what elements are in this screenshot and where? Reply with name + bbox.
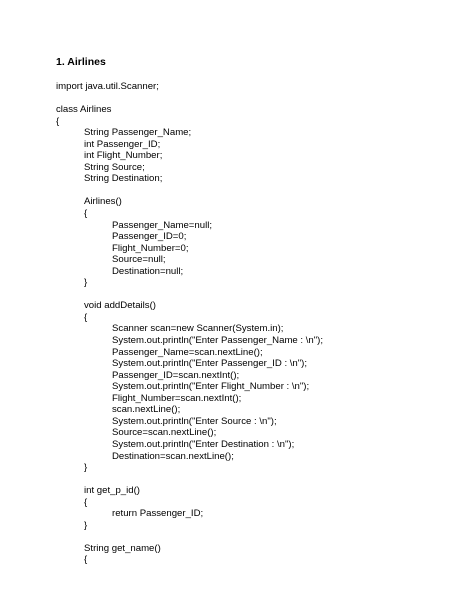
section-heading: 1. Airlines (56, 56, 106, 68)
code-line: Passenger_Name=scan.nextLine(); (112, 346, 263, 358)
code-line: Source=null; (112, 254, 166, 266)
code-line: int Flight_Number; (84, 150, 163, 162)
code-line: System.out.println("Enter Flight_Number : \n"); (112, 381, 310, 393)
code-line: String Destination; (84, 173, 163, 185)
code-line: String get_name() (84, 542, 161, 554)
code-line: void addDetails() (84, 300, 156, 312)
code-line: class Airlines (56, 104, 112, 116)
code-line: } (84, 462, 88, 474)
blank-line (56, 531, 323, 543)
code-listing (56, 81, 323, 566)
code-line: Passenger_ID=0; (112, 231, 187, 243)
code-line: System.out.println("Enter Source : \n"); (112, 415, 277, 427)
code-line: Scanner scan=new Scanner(System.in); (112, 323, 284, 335)
code-line: System.out.println("Enter Passenger_Name : \n"); (112, 335, 324, 347)
code-line: } (84, 277, 88, 289)
code-line: int get_p_id() (84, 485, 140, 497)
code-line: String Source; (84, 161, 145, 173)
code-line: { (84, 311, 88, 323)
code-line: Airlines() (84, 196, 122, 208)
code-line: { (56, 115, 60, 127)
code-line: Destination=scan.nextLine(); (112, 450, 234, 462)
code-line: { (84, 208, 88, 220)
code-line: int Passenger_ID; (84, 138, 161, 150)
blank-line (56, 93, 323, 105)
code-line: Source=scan.nextLine(); (112, 427, 217, 439)
code-line: Flight_Number=0; (112, 242, 189, 254)
code-line: System.out.println("Enter Destination : \n"); (112, 438, 295, 450)
code-line: Passenger_Name=null; (112, 219, 212, 231)
blank-line (56, 474, 323, 486)
code-line: return Passenger_ID; (112, 508, 204, 520)
code-line: { (84, 496, 88, 508)
blank-line (56, 185, 323, 197)
code-line: System.out.println("Enter Passenger_ID : \n"); (112, 358, 308, 370)
code-line: { (84, 554, 88, 566)
code-line: Destination=null; (112, 265, 184, 277)
blank-line (56, 289, 323, 301)
code-line: String Passenger_Name; (84, 127, 192, 139)
code-line: Passenger_ID=scan.nextInt(); (112, 369, 240, 381)
code-line: Flight_Number=scan.nextInt(); (112, 392, 242, 404)
code-line: scan.nextLine(); (112, 404, 181, 416)
code-line: import java.util.Scanner; (56, 81, 159, 92)
code-line: } (84, 519, 88, 531)
